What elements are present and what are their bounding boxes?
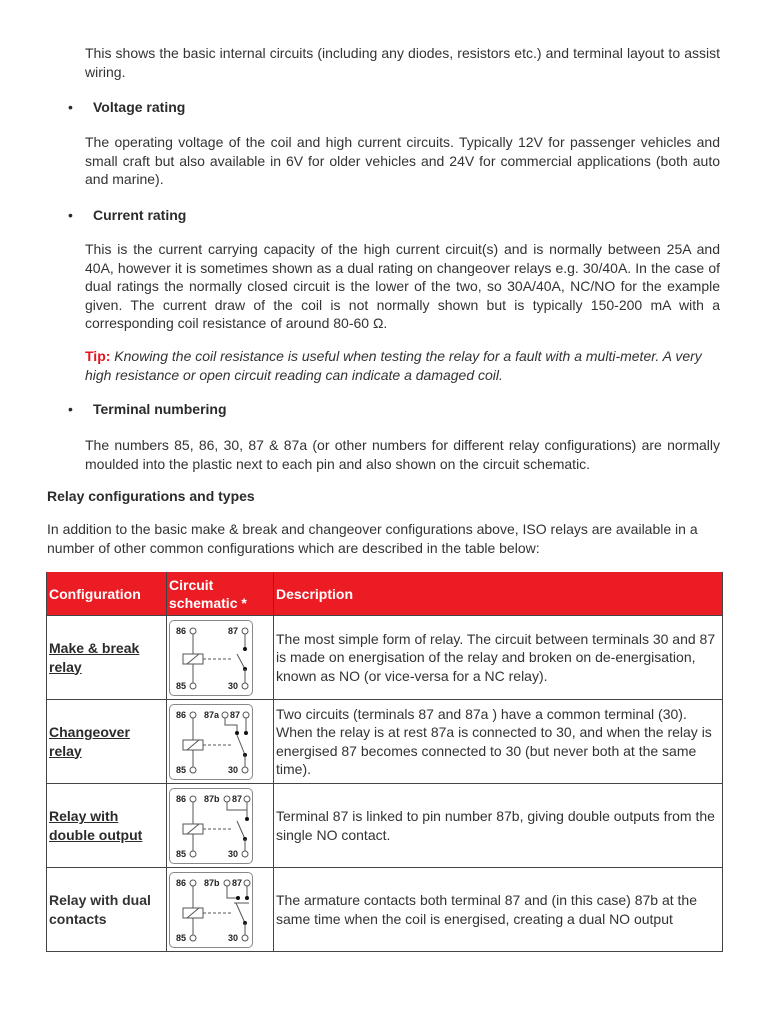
configuration-cell (47, 616, 167, 700)
schematic-cell (167, 700, 274, 784)
relay-configurations-table (46, 572, 723, 952)
table-row (47, 616, 723, 700)
make-break-schematic-diagram (169, 620, 253, 696)
dual-contacts-schematic-diagram (169, 872, 253, 948)
description-cell: Terminal 87 is linked to pin number 87b, giving double outputs from the single NO contact. (274, 784, 723, 868)
svg-text:86: 86 (176, 793, 187, 804)
svg-text:87: 87 (230, 709, 241, 720)
svg-text:87: 87 (232, 877, 243, 888)
svg-text:30: 30 (228, 764, 239, 775)
svg-text:87b: 87b (204, 877, 220, 888)
svg-text:30: 30 (228, 680, 239, 691)
bullet-icon: • (68, 207, 73, 223)
terminal-numbering-text: The numbers 85, 86, 30, 87 & 87a (or other numbers for different relay configurations) are normally moulded into the plastic next to each pin and also shown on the circuit schematic. (85, 437, 720, 472)
svg-text:85: 85 (176, 680, 187, 691)
table-header-row (47, 573, 723, 616)
svg-text:30: 30 (228, 932, 239, 943)
bullet-icon: • (68, 99, 73, 115)
relay-configurations-intro: In addition to the basic make & break and changeover configurations above, ISO relays are available in a number of other common configurations which are described in the table below: (47, 521, 698, 556)
double-output-schematic-diagram (169, 788, 253, 864)
svg-text:85: 85 (176, 932, 187, 943)
svg-text:87b: 87b (204, 793, 220, 804)
svg-text:86: 86 (176, 625, 187, 636)
current-rating-heading: • Current rating (68, 207, 187, 223)
changeover-relay-link[interactable]: Changeover relay (49, 724, 130, 759)
column-header-circuit-schematic: Circuit schematic * (167, 573, 274, 616)
double-output-relay-link[interactable]: Relay with double output (49, 808, 143, 843)
table-row (47, 868, 723, 952)
svg-text:86: 86 (176, 877, 187, 888)
description-cell: Two circuits (terminals 87 and 87a ) have a common terminal (30). When the relay is at rest 87a is connected to 30, and when the relay is energised 87 becomes connected to 30 (but never both at the same time). (274, 700, 723, 784)
schematic-cell (167, 616, 274, 700)
svg-text:85: 85 (176, 848, 187, 859)
voltage-rating-heading: • Voltage rating (68, 99, 186, 115)
current-rating-text: This is the current carrying capacity of the high current circuit(s) and is normally between 25A and 40A, however it is sometimes shown as a dual rating on changeover relays e.g. 30/40A. In the case of dual ratings the normally closed circuit is the lower of the two, so 30A/40A, NC/NO for the example given. The current draw of the coil is not normally shown but is typically 150-200 mA with a corresponding coil resistance of around 80-60 Ω. (85, 241, 720, 331)
tip-note (85, 347, 720, 384)
tip-text: Knowing the coil resistance is useful when testing the relay for a fault with a multi-meter. A very high resistance or open circuit reading can indicate a damaged coil. (85, 348, 702, 383)
schematic-cell (167, 868, 274, 952)
changeover-schematic-diagram (169, 704, 253, 780)
bullet-icon: • (68, 401, 73, 417)
configuration-cell (47, 700, 167, 784)
column-header-configuration: Configuration (47, 573, 167, 616)
table-row (47, 784, 723, 868)
tip-label: Tip: (85, 348, 111, 364)
configuration-cell (47, 784, 167, 868)
schematic-intro-text: This shows the basic internal circuits (including any diodes, resistors etc.) and terminal layout to assist wiring. (85, 45, 720, 80)
svg-text:87: 87 (228, 625, 239, 636)
svg-text:86: 86 (176, 709, 187, 720)
make-break-relay-link[interactable]: Make & break relay (49, 640, 140, 675)
column-header-description: Description (274, 573, 723, 616)
svg-text:85: 85 (176, 764, 187, 775)
description-cell: The most simple form of relay. The circuit between terminals 30 and 87 is made on energisation of the relay and broken on de-energisation, known as NO (or vice-versa for a NC relay). (274, 616, 723, 700)
relay-configurations-heading: Relay configurations and types (47, 488, 255, 504)
svg-text:87a: 87a (204, 709, 220, 720)
voltage-rating-text: The operating voltage of the coil and high current circuits. Typically 12V for passenger vehicles and small craft but also available in 6V for older vehicles and 24V for commercial applications (both auto and marine). (85, 134, 720, 187)
terminal-numbering-heading: • Terminal numbering (68, 401, 227, 417)
description-cell: The armature contacts both terminal 87 and (in this case) 87b at the same time when the coil is energised, creating a dual NO output (274, 868, 723, 952)
svg-text:30: 30 (228, 848, 239, 859)
schematic-cell (167, 784, 274, 868)
configuration-cell: Relay with dual contacts (47, 868, 167, 952)
svg-text:87: 87 (232, 793, 243, 804)
table-row (47, 700, 723, 784)
